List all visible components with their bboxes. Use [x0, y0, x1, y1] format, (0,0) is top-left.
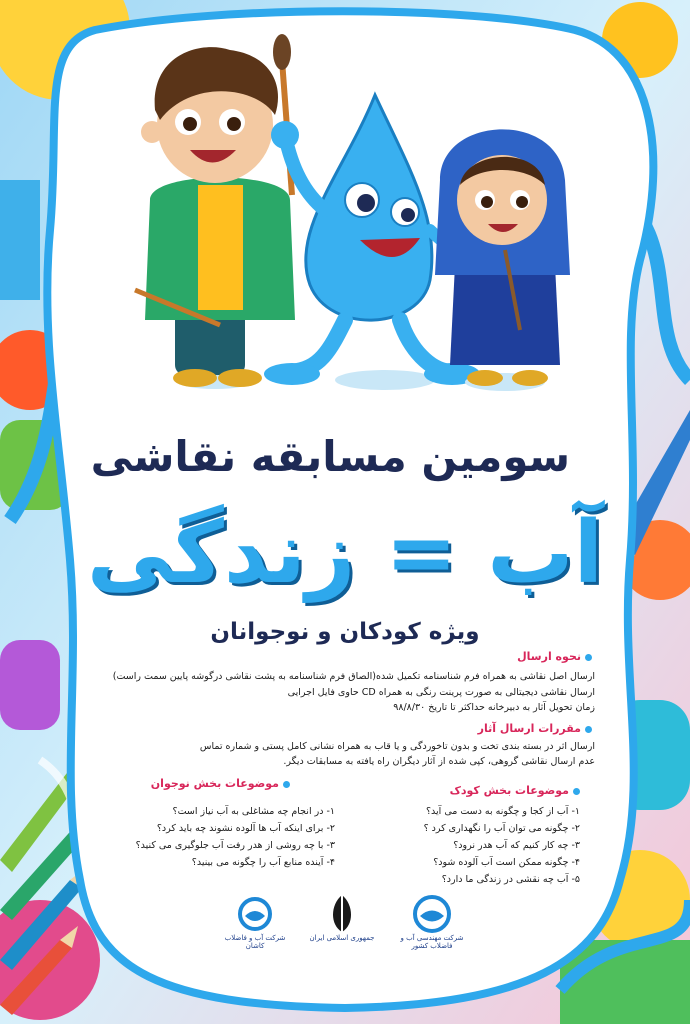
- rules-heading: [478, 722, 592, 735]
- kids-topic-item: ۵- آب چه نقشی در زندگی ما دارد؟: [441, 874, 580, 885]
- rules-line: عدم ارسال نقاشی گروهی، کپی شده از آثار دیگران راه یافته به مسابقات دیگر.: [283, 756, 595, 767]
- poster-title-line1: سومین مسابقه نقاشی: [90, 432, 570, 481]
- kids-topic-item: ۱- آب از کجا و چگونه به دست می آید؟: [425, 806, 580, 817]
- how-to-send-line: ارسال نقاشی دیجیتالی به صورت پرینت رنگی به همراه CD حاوی فایل اجرایی: [287, 687, 595, 698]
- logo-caption-right: شرکت مهندسی آب و فاضلاب کشور: [400, 934, 464, 950]
- bullet-dot: [585, 726, 592, 733]
- how-to-send-heading-text: نحوه ارسال: [517, 650, 581, 663]
- poster-title-main: آب = زندگی: [86, 503, 604, 603]
- how-to-send-line: ارسال اصل نقاشی به همراه فرم شناسنامه تکمیل شده(الصاق فرم شناسنامه به پشت نقاشی درگوشه پایین سمت راست): [112, 671, 595, 682]
- teen-topic-item: ۴- آینده منابع آب را چگونه می بینید؟: [191, 857, 335, 868]
- logo-caption-center: جمهوری اسلامی ایران: [309, 934, 375, 942]
- teen-topic-item: ۱- در انجام چه مشاغلی به آب نیاز است؟: [172, 806, 335, 817]
- teen-topic-item: ۲- برای اینکه آب ها آلوده نشوند چه باید کرد؟: [156, 823, 335, 834]
- rules-line: ارسال اثر در بسته بندی تخت و بدون تاخوردگی و یا قاب به همراه نشانی کامل پستی و شماره تماس: [199, 741, 595, 752]
- poster-subtitle: ویژه کودکان و نوجوانان: [210, 619, 480, 645]
- kids-topic-item: ۲- چگونه می توان آب را نگهداری کرد ؟: [423, 823, 580, 834]
- bullet-dot: [585, 654, 592, 661]
- how-to-send-heading: [517, 650, 592, 663]
- rules-heading-text: مقررات ارسال آثار: [477, 722, 581, 735]
- logo-caption-left: شرکت آب و فاضلاب کاشان: [224, 934, 286, 950]
- teen-topics-heading: [151, 777, 290, 790]
- kids-topic-item: ۴- چگونه ممکن است آب آلوده شود؟: [433, 857, 580, 868]
- teen-topic-item: ۳- با چه روشی از هدر رفت آب جلوگیری می کنید؟: [135, 840, 335, 851]
- bullet-dot: [573, 788, 580, 795]
- how-to-send-line: زمان تحویل آثار به دبیرخانه حداکثر تا تاریخ ۹۸/۸/۳۰: [393, 702, 595, 713]
- kids-topics-heading: [450, 784, 580, 797]
- kids-topic-item: ۳- چه کار کنیم که آب هدر نرود؟: [453, 840, 580, 851]
- teen-topics-heading-text: موضوعات بخش نوجوان: [150, 777, 279, 790]
- kids-topics-heading-text: موضوعات بخش کودک: [449, 784, 569, 797]
- bullet-dot: [283, 781, 290, 788]
